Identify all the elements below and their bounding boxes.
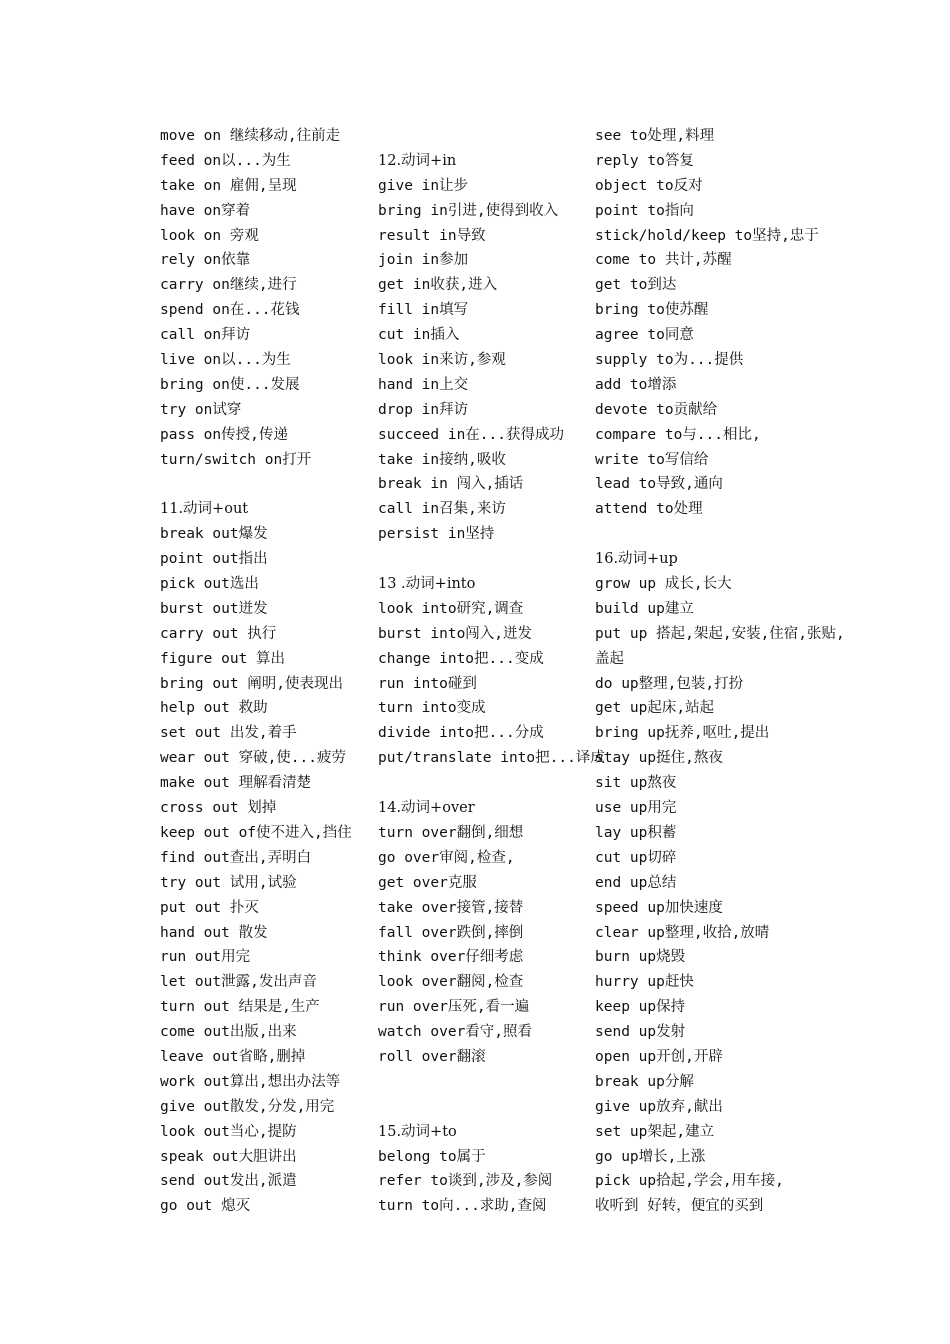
phrase-entry: set out 出发,着手	[160, 725, 297, 742]
phrase-entry: result in导致	[378, 227, 486, 244]
phrase-entry: attend to处理	[595, 501, 703, 518]
phrase-entry: belong to属于	[378, 1148, 486, 1165]
phrase-entry: burn up烧毁	[595, 949, 686, 966]
blank-line	[595, 522, 885, 547]
phrase-entry: take in接纳,吸收	[378, 451, 506, 468]
phrase-entry: lead to导致,通向	[595, 476, 723, 493]
phrase-entry: go out 熄灭	[160, 1198, 251, 1215]
column-3	[595, 124, 885, 1219]
phrase-entry: bring out 阐明,使表现出	[160, 675, 344, 692]
phrase-entry: set up架起,建立	[595, 1123, 715, 1140]
phrase-entry: sit up熬夜	[595, 775, 677, 792]
phrase-entry: speak out大胆讲出	[160, 1148, 297, 1165]
phrase-entry: go over审阅,检查,	[378, 849, 515, 866]
phrase-entry: call in召集,来访	[378, 501, 506, 518]
phrase-entry: roll over翻滚	[378, 1048, 486, 1065]
phrase-entry: put/translate into把...译成	[378, 750, 605, 767]
phrase-entry: turn into变成	[378, 700, 486, 717]
phrase-entry: stick/hold/keep to坚持,忠于	[595, 227, 819, 244]
phrase-entry: burst into闯入,迸发	[378, 625, 533, 642]
phrase-entry: run over压死,看一遍	[378, 999, 530, 1016]
phrase-entry: go up增长,上涨	[595, 1148, 706, 1165]
phrase-entry: turn out 结果是,生产	[160, 999, 320, 1016]
phrase-entry: end up总结	[595, 874, 677, 891]
phrase-entry: give up放弃,献出	[595, 1098, 723, 1115]
phrase-entry: 收听到 好转，便宜的买到	[595, 1198, 764, 1215]
phrase-entry: put out 扑灭	[160, 899, 259, 916]
phrase-entry: look on 旁观	[160, 227, 259, 244]
phrase-entry: fill in填写	[378, 302, 469, 319]
phrase-entry: carry on继续,进行	[160, 277, 297, 294]
phrase-entry: drop in拜访	[378, 401, 469, 418]
phrase-entry: feed on以...为生	[160, 152, 291, 169]
phrase-entry: run into碰到	[378, 675, 477, 692]
phrase-entry: compare to与...相比,	[595, 426, 761, 443]
phrase-entry: get up起床,站起	[595, 700, 715, 717]
phrase-entry: get over克服	[378, 874, 477, 891]
phrase-entry: fall over跌倒,摔倒	[378, 924, 524, 941]
phrase-entry: hand in上交	[378, 376, 469, 393]
phrase-entry: put up 搭起,架起,安装,住宿,张贴,	[595, 625, 845, 642]
phrase-entry: 盖起	[595, 650, 624, 667]
phrase-entry: pass on传授,传递	[160, 426, 288, 443]
phrase-entry: turn to向...求助,查阅	[378, 1198, 547, 1215]
phrase-entry: bring to使苏醒	[595, 302, 709, 319]
phrase-entry: try out 试用,试验	[160, 874, 297, 891]
section-heading: 12.动词+in	[378, 152, 457, 169]
phrase-entry: cut up切碎	[595, 849, 677, 866]
blank-line	[378, 124, 603, 149]
section-heading: 15.动词+to	[378, 1123, 457, 1140]
phrase-entry: turn/switch on打开	[160, 451, 312, 468]
phrase-entry: leave out省略,删掉	[160, 1048, 306, 1065]
phrase-entry: look over翻阅,检查	[378, 974, 524, 991]
phrase-entry: keep out of使不进入,挡住	[160, 824, 352, 841]
phrase-entry: wear out 穿破,使...疲劳	[160, 750, 346, 767]
phrase-entry: build up建立	[595, 600, 694, 617]
phrase-entry: supply to为...提供	[595, 352, 744, 369]
phrase-entry: live on以...为生	[160, 352, 291, 369]
phrase-entry: take on 雇佣,呈现	[160, 177, 297, 194]
phrase-entry: get to到达	[595, 277, 677, 294]
phrase-entry: carry out 执行	[160, 625, 277, 642]
phrase-entry: cross out 划掉	[160, 800, 277, 817]
phrase-entry: lay up积蓄	[595, 824, 677, 841]
phrase-entry: let out泄露,发出声音	[160, 974, 317, 991]
blank-line	[160, 472, 375, 497]
phrase-entry: help out 救助	[160, 700, 268, 717]
phrase-entry: pick out选出	[160, 576, 259, 593]
phrase-entry: grow up 成长,长大	[595, 576, 732, 593]
phrase-entry: use up用完	[595, 800, 677, 817]
phrase-entry: rely on依靠	[160, 252, 251, 269]
phrase-entry: take over接管,接替	[378, 899, 524, 916]
phrase-entry: refer to谈到,涉及,参阅	[378, 1173, 553, 1190]
phrase-entry: watch over看守,照看	[378, 1024, 533, 1041]
phrase-entry: break out爆发	[160, 526, 268, 543]
blank-line	[378, 1095, 603, 1120]
blank-line	[378, 1070, 603, 1095]
phrase-entry: look into研究,调查	[378, 600, 524, 617]
phrase-entry: run out用完	[160, 949, 251, 966]
phrase-entry: send out发出,派遣	[160, 1173, 297, 1190]
phrase-entry: have on穿着	[160, 202, 251, 219]
section-heading: 13 .动词+into	[378, 576, 476, 593]
column-1	[160, 124, 375, 1219]
phrase-entry: pick up拾起,学会,用车接,	[595, 1173, 784, 1190]
phrase-entry: bring in引进,使得到收入	[378, 202, 559, 219]
phrase-entry: speed up加快速度	[595, 899, 723, 916]
phrase-entry: send up发射	[595, 1024, 686, 1041]
phrase-entry: spend on在...花钱	[160, 302, 300, 319]
phrase-entry: open up开创,开辟	[595, 1048, 723, 1065]
blank-line	[378, 771, 603, 796]
phrase-entry: cut in插入	[378, 327, 460, 344]
column-2	[378, 124, 603, 1219]
phrase-entry: look out当心,提防	[160, 1123, 297, 1140]
section-heading: 14.动词+over	[378, 800, 475, 817]
phrase-entry: reply to答复	[595, 152, 694, 169]
phrase-entry: hurry up赶快	[595, 974, 694, 991]
phrase-entry: bring on使...发展	[160, 376, 300, 393]
phrase-entry: clear up整理,收拾,放晴	[595, 924, 770, 941]
phrase-entry: divide into把...分成	[378, 725, 544, 742]
phrase-entry: break up分解	[595, 1073, 694, 1090]
phrase-entry: figure out 算出	[160, 650, 286, 667]
phrase-entry: think over仔细考虑	[378, 949, 524, 966]
phrase-entry: agree to同意	[595, 327, 694, 344]
phrase-entry: keep up保持	[595, 999, 686, 1016]
phrase-entry: devote to贡献给	[595, 401, 718, 418]
blank-line	[378, 547, 603, 572]
section-heading: 16.动词+up	[595, 551, 678, 568]
phrase-entry: turn over翻倒,细想	[378, 824, 524, 841]
phrase-entry: work out算出,想出办法等	[160, 1073, 341, 1090]
phrase-entry: look in来访,参观	[378, 352, 506, 369]
phrase-entry: break in 闯入,插话	[378, 476, 524, 493]
phrase-entry: come to 共计,苏醒	[595, 252, 732, 269]
phrase-entry: do up整理,包装,打扮	[595, 675, 744, 692]
phrase-entry: get in收获,进入	[378, 277, 498, 294]
phrase-entry: call on拜访	[160, 327, 251, 344]
phrase-entry: succeed in在...获得成功	[378, 426, 564, 443]
phrase-entry: try on试穿	[160, 401, 242, 418]
phrase-entry: write to写信给	[595, 451, 709, 468]
phrase-entry: add to增添	[595, 376, 677, 393]
phrase-entry: give in让步	[378, 177, 469, 194]
phrase-entry: stay up挺住,熬夜	[595, 750, 723, 767]
phrase-entry: find out查出,弄明白	[160, 849, 312, 866]
section-heading: 11.动词+out	[160, 501, 249, 518]
phrase-entry: point to指向	[595, 202, 694, 219]
phrase-entry: change into把...变成	[378, 650, 544, 667]
phrase-entry: bring up抚养,呕吐,提出	[595, 725, 770, 742]
phrase-entry: move on 继续移动,往前走	[160, 128, 341, 144]
phrase-entry: persist in坚持	[378, 526, 495, 543]
phrase-entry: come out出版,出来	[160, 1024, 297, 1041]
phrase-entry: burst out迸发	[160, 600, 268, 617]
phrase-entry: see to处理,料理	[595, 128, 715, 144]
phrase-entry: join in参加	[378, 252, 469, 269]
phrase-entry: object to反对	[595, 177, 703, 194]
phrase-entry: make out 理解看清楚	[160, 775, 312, 792]
phrase-entry: point out指出	[160, 551, 268, 568]
phrase-entry: give out散发,分发,用完	[160, 1098, 335, 1115]
phrase-entry: hand out 散发	[160, 924, 268, 941]
